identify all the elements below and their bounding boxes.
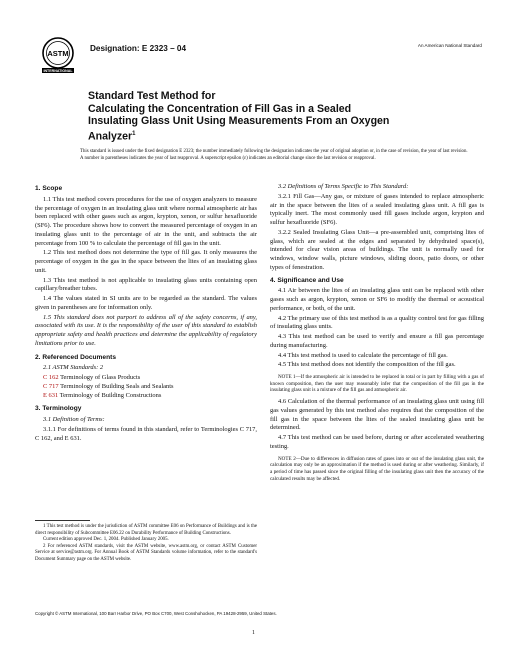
footnote: Current edition approved Dec. 1, 2004. Published January 2005. [43,537,169,543]
footnote-divider [35,520,90,521]
copyright: Copyright © ASTM International, 100 Barr Harbor Drive, PO Box C700, West Conshohocken, PA 19428-2959, United States. [35,611,277,616]
svg-text:INTERNATIONAL: INTERNATIONAL [43,69,73,73]
title-line: Analyzer$^1$ [88,130,136,143]
document-title [88,90,468,143]
title-line: Insulating Glass Unit Using Measurements From an Oxygen [88,115,390,127]
footnote: 2 For referenced ASTM standards, visit the ASTM website, www.astm.org, or contact ASTM Customer Service at service@astm.org. For Annual Book of ASTM Standards volume information, refer to the standard's Document Summary page on the ASTM website. [35,543,257,562]
astm-logo-icon [40,36,76,74]
svg-text:ASTM: ASTM [47,49,69,58]
note: NOTE 2—Due to differences in diffusion rates of gases into or out of the insulating glass unit, the calculation may only be an approximation if the method is used during or after weathering. Similarly, if a period of time has passed since the original filling of the insulating glass unit then the accuracy of the calculated results may be affected. [270,455,484,482]
section-heading: 2. Referenced Documents [35,353,116,361]
paragraph: 4.3 This test method can be used to verify and ensure a fill gas percentage during manufacturing. [270,333,484,349]
title-line: Calculating the Concentration of Fill Gas in a Sealed [88,102,352,115]
paragraph: 1.3 This test method is not applicable to insulating glass units containing open capillary/breather tubes. [35,276,257,293]
paragraph: 3.2.2 Sealed Insulating Glass Unit—a pre-assembled unit, comprising lites of glass, which are sealed at the edges and separated by dehydrated space(s), intended for clear vision areas of buildings. The unit is normally used for windows, window walls, picture windows, sliding doors, patio doors, or other types of fenestration. [270,228,484,271]
paragraph: 4.7 This test method can be used before, during or after accelerated weathering testing. [270,434,484,450]
left-column [35,183,257,444]
reference-item: C 717 Terminology of Building Seals and Sealants [43,382,174,390]
subsection-heading: 2.1 ASTM Standards: 2 [43,364,104,372]
standard-type: An American National Standard [417,43,482,48]
section-heading: 3. Terminology [35,405,82,413]
designation: Designation: E 2323 – 04 [90,44,187,53]
footnote: 1 This test method is under the jurisdiction of ASTM committee E06 on Performance of Buildings and is the direct responsibility of Subcommittee E06.22 on Durability Performance of Building Constructions. [35,524,257,536]
paragraph: 1.5 This standard does not purport to address all of the safety concerns, if any, associated with its use. It is the responsibility of the user of this standard to establish appropriate safety and health practices and determine the applicability of regulatory limitations prior to use. [35,313,257,347]
paragraph: 3.1.1 For definitions of terms found in this standard, refer to Terminologies C 717, C 162, and E 631. [35,425,257,442]
section-heading: 1. Scope [35,185,63,192]
paragraph: 4.2 The primary use of this test method is as a quality control test for gas filling of insulating glass units. [270,314,484,331]
paragraph: 4.5 This test method does not identify the composition of the fill gas. [278,361,456,369]
reference-item: C 162 Terminology of Glass Products [43,374,141,381]
paragraph: 1.1 This test method covers procedures for the use of oxygen analyzers to measure the percentage of oxygen in an insulating glass unit where normal atmospheric air has been replaced with other gases such as argon, krypton, xenon, or sulfur hexafluoride (SF6). The procedure shows how to convert the measured percentage of oxygen in an insulating glass unit to the percentage of air in the unit, and subtracts the air percentage from 100 % to calculate the percentage of fill gas in the unit. [35,195,257,247]
title-line: Standard Test Method for [88,90,216,102]
paragraph: 3.2.1 Fill Gas—Any gas, or mixture of gases intended to replace atmospheric air in the space between the lites of a sealed insulating glass unit. A fill gas is typically inert. The most commonly used fill gases include argon, krypton and sulfur hexafluoride (SF6). [270,192,484,226]
paragraph: 4.1 Air between the lites of an insulating glass unit can be replaced with other gases such as argon, krypton, xenon or SF6 to modify the thermal or acoustical performance, or both, of the unit. [270,287,484,312]
page-number: 1 [252,630,255,636]
section-heading: 4. Significance and Use [270,276,344,284]
paragraph: 1.2 This test method does not determine the type of fill gas. It only measures the percentage of oxygen in the gas in the space between the lites of an insulating glass unit. [35,249,257,274]
reference-link[interactable]: C 717 [43,382,59,390]
paragraph: 4.4 This test method is used to calculate the percentage of fill gas. [278,351,448,359]
right-column [270,183,484,486]
subsection-heading: 3.2 Definitions of Terms Specific to This Standard: [278,183,409,190]
subsection-heading: 3.1 Definition of Terms: [43,416,105,423]
paragraph: 1.4 The values stated in SI units are to be regarded as the standard. The values given in parentheses are for information only. [35,295,257,311]
reference-link[interactable]: C 162 [43,374,59,381]
intro-paragraph: This standard is issued under the fixed designation E 2323; the number immediately following the designation indicates the year of original adoption or, in the case of revision, the year of last revision. A number in parentheses indicates the year of last reapproval. A superscript epsilon (ε) indicates an editorial change since the last revision or reapproval. [80,149,468,161]
footnotes [35,524,257,564]
reference-item: E 631 Terminology of Building Constructions [43,391,162,399]
note: NOTE 1—If the atmospheric air is intended to be replaced in total or in part by filling with a gas of known composition, then the user may reasonably infer that the composition of the fill gas in the insulating glass unit is a mixture of the fill gas and atmospheric air. [270,374,484,394]
paragraph: 4.6 Calculation of the thermal performance of an insulating glass unit using fill gas values generated by this test method also requires that the composition of the fill gas in the space between the lites of the sealed insulating glass unit be determined. [270,398,484,432]
reference-link[interactable]: E 631 [43,391,59,399]
